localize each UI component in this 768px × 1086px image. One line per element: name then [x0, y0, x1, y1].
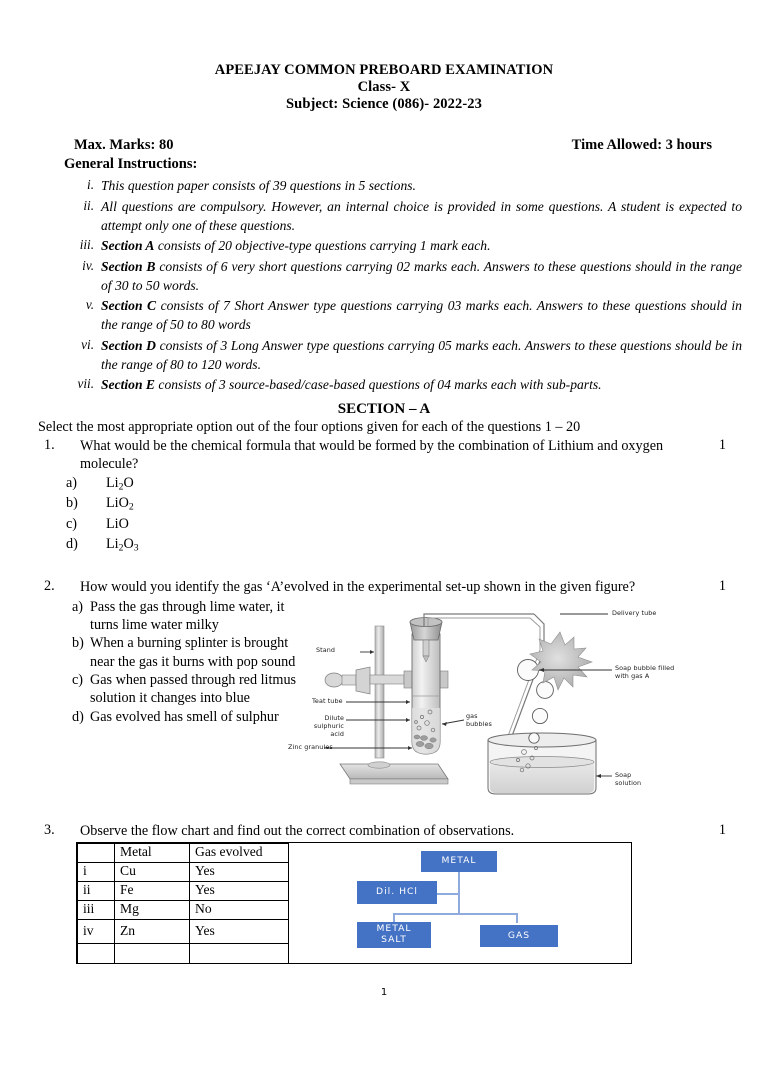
table-header-row — [78, 844, 289, 863]
instruction-body: consists of 3 Long Answer type questions carrying 05 marks each. Answers to these questions should be in the range of 80 to 120 words. — [101, 337, 742, 372]
row-i-gas: Yes — [190, 863, 289, 882]
exam-subject: Subject: Science (086)- 2022-23 — [286, 96, 482, 113]
option-c[interactable] — [66, 515, 742, 535]
q2-option-c-letter: c) — [72, 672, 84, 689]
metal-acid-flowchart — [289, 843, 631, 947]
option-a-main: Li — [106, 474, 119, 491]
row-iii-index: iii — [78, 901, 115, 920]
row-ii-gas: Yes — [190, 882, 289, 901]
option-b-sub2: 2 — [128, 502, 134, 514]
instruction-section-label: Section B — [101, 258, 156, 274]
table-row — [78, 920, 289, 944]
instruction-body: consists of 6 very short questions carrying 02 marks each. Answers to these questions should in the range of 30 to 50 words. — [101, 258, 742, 293]
instruction-text: All questions are compulsory. However, an internal choice is provided in some questions. A student is expected to attempt only one of these questions. — [101, 198, 742, 233]
label-gas-bubbles-line1: gas — [466, 711, 478, 720]
question-2 — [0, 578, 768, 796]
question-1-number: 1. — [44, 436, 55, 453]
instruction-item — [64, 236, 742, 255]
row-iv-metal: Zn — [115, 920, 190, 944]
page-number: 1 — [380, 987, 388, 998]
max-marks-label: Max. Marks: 80 — [74, 137, 174, 154]
observation-table — [77, 843, 289, 963]
option-b-text — [106, 494, 134, 514]
q2-option-a-letter: a) — [72, 598, 84, 615]
label-soap-solution-line2: solution — [615, 778, 642, 787]
instruction-item — [64, 375, 742, 394]
instruction-section-label: Section C — [101, 298, 157, 314]
q2-option-a-text: Pass the gas through lime water, it turns lime water milky — [90, 598, 285, 634]
instruction-body: consists of 20 objective-type questions carrying 1 mark each. — [154, 238, 491, 254]
question-1-options — [44, 474, 742, 556]
table-row — [78, 882, 289, 901]
question-1 — [0, 437, 768, 556]
label-soap-bubble-line2: with gas A — [615, 671, 650, 680]
question-3-number: 3. — [44, 821, 55, 838]
option-a-letter: a) — [66, 474, 78, 491]
general-instructions-label: General Instructions: — [64, 156, 198, 173]
instruction-text — [101, 375, 742, 394]
experimental-setup-figure — [288, 604, 720, 796]
document-header — [0, 62, 768, 113]
flow-box-metal-salt — [357, 922, 431, 948]
section-a-instruction: Select the most appropriate option out of the four options given for each of the questions 1 – 20 — [38, 418, 581, 435]
instruction-numeral: i. — [87, 177, 94, 193]
instruction-text: This question paper consists of 39 questions in 5 sections. — [101, 178, 416, 194]
instruction-body: consists of 7 Short Answer type questions carrying 03 marks each. Answers to these questions should in the range of 50 to 80 words — [101, 298, 742, 333]
label-soap-solution-line1: Soap — [615, 770, 632, 779]
label-delivery-tube: Delivery tube — [612, 608, 657, 617]
option-a-tail: O — [123, 474, 134, 491]
instruction-numeral: v. — [85, 297, 94, 313]
option-d[interactable] — [66, 535, 742, 555]
option-c-text — [106, 515, 129, 535]
instruction-section-label: Section A — [101, 238, 155, 254]
apparatus-diagram-svg — [312, 604, 720, 796]
q2-option-c[interactable] — [72, 671, 312, 708]
instruction-numeral: ii. — [83, 197, 94, 213]
question-3 — [0, 822, 768, 840]
table-row — [78, 901, 289, 920]
question-3-figure-block — [76, 842, 632, 964]
instruction-numeral: iv. — [82, 257, 94, 273]
table-header-gas-evolved: Gas evolved — [190, 844, 289, 863]
question-2-text: How would you identify the gas ‘A’evolved in the experimental set-up shown in the given figure? — [80, 578, 636, 595]
option-a-sub1: 2 — [118, 481, 124, 493]
instruction-item — [64, 197, 742, 236]
instruction-numeral: vii. — [77, 376, 94, 392]
question-3-marks: 1 — [718, 821, 726, 838]
instruction-section-label: Section E — [101, 377, 156, 393]
q2-option-d-text: Gas evolved has smell of sulphur — [90, 708, 279, 725]
instruction-item — [64, 296, 742, 335]
question-2-options — [44, 598, 312, 726]
label-dilute-acid-line2: sulphuric — [313, 721, 344, 730]
option-b-main: LiO — [106, 495, 129, 512]
option-d-sub1: 2 — [118, 542, 124, 554]
q2-option-b[interactable] — [72, 634, 312, 671]
exam-meta-row — [0, 137, 768, 154]
instruction-text — [101, 236, 742, 255]
row-iii-metal: Mg — [115, 901, 190, 920]
label-soap-bubble-line1: Soap bubble filled — [615, 663, 675, 672]
flow-box-metal-salt-line2: SALT — [381, 934, 407, 946]
instruction-text — [101, 296, 742, 335]
instruction-item — [64, 257, 742, 296]
exam-class: Class- X — [357, 79, 411, 96]
q2-option-c-text: Gas when passed through red litmus solution it changes into blue — [90, 672, 297, 707]
q2-option-b-text: When a burning splinter is brought near the gas it burns with pop sound — [90, 635, 296, 670]
option-d-sub2: 3 — [133, 542, 139, 554]
row-iv-gas: Yes — [190, 920, 289, 944]
label-dilute-acid-line1: Dilute — [324, 713, 344, 722]
row-i-metal: Cu — [115, 863, 190, 882]
label-gas-bubbles-line2: bubbles — [466, 719, 492, 728]
option-b-letter: b) — [66, 495, 78, 512]
flow-box-gas: GAS — [480, 925, 558, 947]
label-dilute-acid-line3: acid — [330, 729, 344, 738]
table-header-blank — [78, 844, 115, 863]
instruction-section-label: Section D — [101, 337, 156, 353]
label-teat-tube: Teat tube — [312, 696, 343, 705]
q2-option-a[interactable] — [72, 598, 312, 635]
question-3-text: Observe the flow chart and find out the correct combination of observations. — [80, 822, 515, 839]
row-ii-metal: Fe — [115, 882, 190, 901]
instruction-item — [64, 176, 742, 195]
option-d-letter: d) — [66, 536, 78, 553]
instruction-numeral: iii. — [79, 237, 94, 253]
option-c-letter: c) — [66, 515, 78, 532]
option-d-tail: O — [123, 536, 134, 553]
option-d-main: Li — [106, 536, 119, 553]
row-iv-index: iv — [78, 920, 115, 944]
row-iii-gas: No — [190, 901, 289, 920]
q2-option-d[interactable] — [72, 708, 312, 726]
row-ii-index: ii — [78, 882, 115, 901]
row-i-index: i — [78, 863, 115, 882]
table-row — [78, 863, 289, 882]
exam-title: APEEJAY COMMON PREBOARD EXAMINATION — [214, 62, 554, 78]
option-a-text — [106, 474, 134, 494]
instruction-text — [101, 257, 742, 296]
label-stand: Stand — [316, 645, 336, 654]
instruction-numeral: vi. — [81, 336, 94, 352]
instruction-text — [101, 336, 742, 375]
question-2-number: 2. — [44, 577, 55, 594]
q2-option-b-letter: b) — [72, 635, 84, 652]
flow-box-dil-hcl: Dil. HCl — [357, 881, 437, 904]
table-spacer-row — [78, 944, 289, 964]
flow-box-metal: METAL — [421, 851, 497, 872]
flow-connector-acid — [437, 893, 459, 895]
time-allowed-label: Time Allowed: 3 hours — [571, 137, 712, 154]
q2-option-d-letter: d) — [72, 708, 84, 725]
spacer-cell — [78, 944, 115, 964]
option-a[interactable] — [66, 474, 742, 494]
spacer-cell — [190, 944, 289, 964]
flow-connector-to-gas — [516, 913, 518, 923]
section-a-heading: SECTION – A — [337, 400, 431, 417]
document-page — [0, 62, 768, 1086]
flow-connector-horizontal-split — [393, 913, 517, 915]
question-2-content — [44, 598, 742, 796]
option-d-text — [106, 535, 139, 555]
option-c-main: LiO — [106, 515, 129, 532]
question-1-text: What would be the chemical formula that would be formed by the combination of Lithium and oxygen molecule? — [80, 437, 664, 472]
spacer-cell — [115, 944, 190, 964]
table-header-metal: Metal — [115, 844, 190, 863]
question-1-marks: 1 — [718, 436, 726, 453]
general-instructions-list — [0, 176, 768, 394]
question-2-marks: 1 — [718, 577, 726, 594]
option-b[interactable] — [66, 494, 742, 514]
flow-box-metal-salt-line1: METAL — [376, 923, 412, 935]
instruction-item — [64, 336, 742, 375]
label-zinc-granules: Zinc granules — [288, 742, 333, 751]
instruction-body: consists of 3 source-based/case-based questions of 04 marks each with sub-parts. — [155, 377, 602, 393]
